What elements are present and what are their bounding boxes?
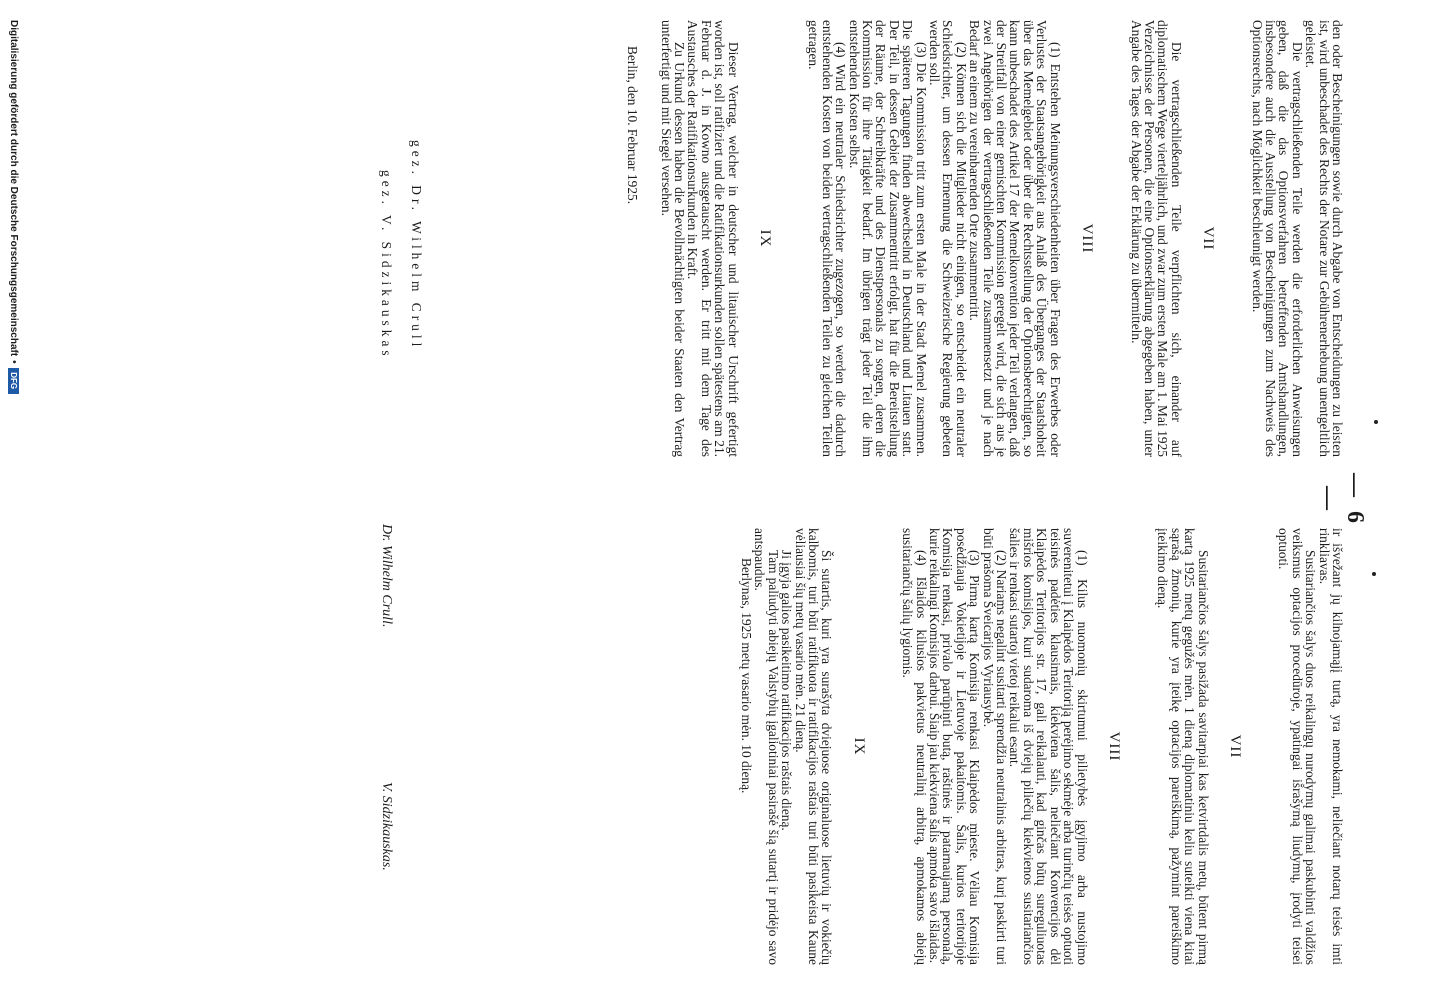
lithuanian-intro-paragraph: Susitariančios šalys duos reikalingų nurodymų galimai paskubinti valdžios veiksmus optacijos procedūroje, ypatingai išrašymą liudymų, įrodyti teisei optuoti. [1276,528,1319,965]
lithuanian-signature: V. Sidzikauskas. [379,782,394,871]
digitization-credit-text: Digitalisierung gefördert durch die Deutsche Forschungsgemeinschaft [8,20,20,357]
german-section-heading: VII [1200,226,1217,251]
german-intro-paragraph: den oder Bescheinigungen sowie durch Abgabe von Entscheidungen zu leisten ist, wird unbeschadet des Rechts der Notare zur Gebührenerhebung unentgeltlich geleistet. [1303,20,1345,457]
lithuanian-section-heading: IX [850,737,867,756]
german-section-heading: VIII [1079,223,1096,254]
lithuanian-paragraph: Tam paliudyti abiejų Valstybių įgaliotiniai pasirašė šią sutartį ir pridėjo savo antspaudus. [752,528,781,965]
lithuanian-paragraph: (4) Išlaidos kilusios pakvietus neutralinį arbitrą, apmokamos abiejų susitariančių šalių lygiomis. [900,528,929,965]
german-paragraph: Dieser Vertrag, welcher in deutscher und litauischer Urschrift gefertigt worden ist, soll ratifiziert und die Ratifikationsurkunden sollen spätestens am 21. Februar d. J. in Kowno ausgetauscht werden. Er tritt mit dem Tage des Austausches der Ratifikationsurkunden in Kraft. [685,20,741,457]
lithuanian-paragraph: (1) Kilus nuomonių skirtumui pilietybės įgyjimo arba nustojimo suverenitetui į Klaipėdos Teritoriją perėjimo sekmėje arba turinčių teisės optuoti teisinės padėties klausimais, kiekviena šalis, neliečiant Konvencijos dėl Klaipėdos Teritorijos str. 17, gali reikalauti, kad ginčas būtų sureguliuotas mišrios komisijos, kuri sudaroma iš dviejų piliečių kiekvienos susitariančios šalies ir renkasi sutartoj vietoj reikalui esant. [1007,528,1090,965]
lithuanian-section-heading: VII [1226,734,1243,759]
german-intro-paragraph: Die vertragschließenden Teile werden die erforderlichen Anweisungen geben, daß die das Optionsverfahren betreffenden Amtshandlungen, insbesondere auch die Ausstellung von Bescheinigungen zum Nachweis des Optionsrechts, nach Möglichkeit beschleunigt werden. [1249,20,1305,457]
digitization-credit [7,20,21,980]
german-paragraph: Zu Urkund dessen haben die Bevollmächtigten beider Staaten den Vertrag unterfertigt und mit Siegel versehen. [658,20,687,457]
german-section-heading: IX [757,229,773,248]
print-speck [1372,572,1376,576]
lithuanian-intro-paragraph: ir išvežant jų kilnojamąjį turtą, yra nemokami, neliečiant notarų teisės imti rinkliavas. [1316,528,1345,965]
german-paragraph: Die vertragschließenden Teile verpflichten sich, einander auf diplomatischem Wege vierteljährlich, und zwar zum ersten Male am 1. Mai 1925 Verzeichnisse der Personen, die eine Optionserklärung abgegeben haben, unter Angabe des Tages der Abgabe der Erklärung zu übermitteln. [1128,20,1184,457]
lithuanian-paragraph: (3) Pirmą kartą Komisija renkasi Klaipėdos mieste. Vėliau Komisija posėdžiauja Vokietijoje ir Lietuvoje pakaitomis. Šalis, kurios teritorijoje Komisija renkasi, privalo parūpinti butą, raštinės ir patarnaujamą personalą, kurie reikalingi Komisijos darbui. Šiaip jau kiekviena šalis apmoka savo išlaidas. [927,528,983,965]
german-paragraph: (3) Die Kommission tritt zum ersten Male in der Stadt Memel zusammen. Die späteren Tagungen finden abwechselnd in Deutschland und Litauen statt. Der Teil, in dessen Gebiet der Zusammentritt erfolgt, hat für die Bereitstellung der Räume, der Schreibkräfte und des Dienstpersonals zu sorgen, deren die Kommission für ihre Tätigkeit bedarf. Im übrigen trägt jeder Teil die ihm entstehenden Kosten selbst. [846,20,929,457]
german-column [626,20,1344,457]
german-signature: gez. Dr. Wilhelm Crull [409,140,424,351]
print-speck [1374,420,1378,424]
lithuanian-section-heading: VIII [1105,731,1122,762]
lithuanian-paragraph: Ji įgyja galios pasikeitimo ratifikacijos raštais dieną. [779,550,795,831]
german-signature: gez. V. Sidzikauskas [379,170,394,360]
lithuanian-paragraph: Ši sutartis, kuri yra surašyta dviejuose originaluose lietuvių ir vokiečių kalbomis, turi būti ratifikuota ir ratifikacijos raštais turi būti pasikeista Kaune vėliausiai šių metų vasario mėn. 21 dieną. [792,528,835,965]
lithuanian-paragraph: (2) Nariams negalint susitarti sprendžia neutralinis arbitras, kurį paskirti turi būti prašoma Šveicarijos Vyriausybė. [980,528,1010,965]
page-number: — 6 — [1315,473,1368,527]
german-paragraph: (2) Können sich die Mitglieder nicht einigen, so entscheidet ein neutraler Schiedsrichter, um dessen Ernennung die Schweizerische Regierung gebeten werden soll. [927,20,969,457]
dfg-logo: DFG [9,368,20,394]
lithuanian-place-date: Berlynas, 1925 metų vasario mėn. 10 dieną. [739,558,754,794]
lithuanian-signature: Dr. Wilhelm Crull. [379,524,394,628]
lithuanian-paragraph: Susitariančios šalys pasižada savitarpiai kas ketvirtdalis metų, būtent pirmą kartą 1925 metų gegužės mėn. 1 dieną diplomatiniu keliu suteikti viena kitai sąrašą žmonių, kurie yra įteikę optacijos pareiškimą, pažymint pareiškimo įteikimo dieną. [1155,528,1211,965]
german-paragraph: (1) Entstehen Meinungsverschiedenheiten über Fragen des Erwerbes oder Verlustes der Staatsangehörigkeit aus Anlaß des Überganges der Staatshoheit über das Memelgebiet oder über die Rechtsstellung der Optionsberechtigten, so kann unbeschadet des Artikel 17 der Memelkonvention jeder Teil verlangen, daß der Streitfall von einer gemischten Kommission geregelt wird, die sich aus je zwei Angehörigen der vertragschließenden Teile zusammensetzt und je nach Bedarf an einem zu vereinbarenden Orte zusammentritt. [967,20,1063,457]
german-place-date: Berlin, den 10. Februar 1925. [625,46,641,205]
lithuanian-column [740,528,1344,965]
credit-separator: • [8,360,20,364]
german-paragraph: (4) Wird ein neutraler Schiedsrichter zugezogen, so werden die dadurch entstehenden Kosten von beiden vertragschließenden Teilen zu gleichen Teilen getragen. [806,20,849,457]
